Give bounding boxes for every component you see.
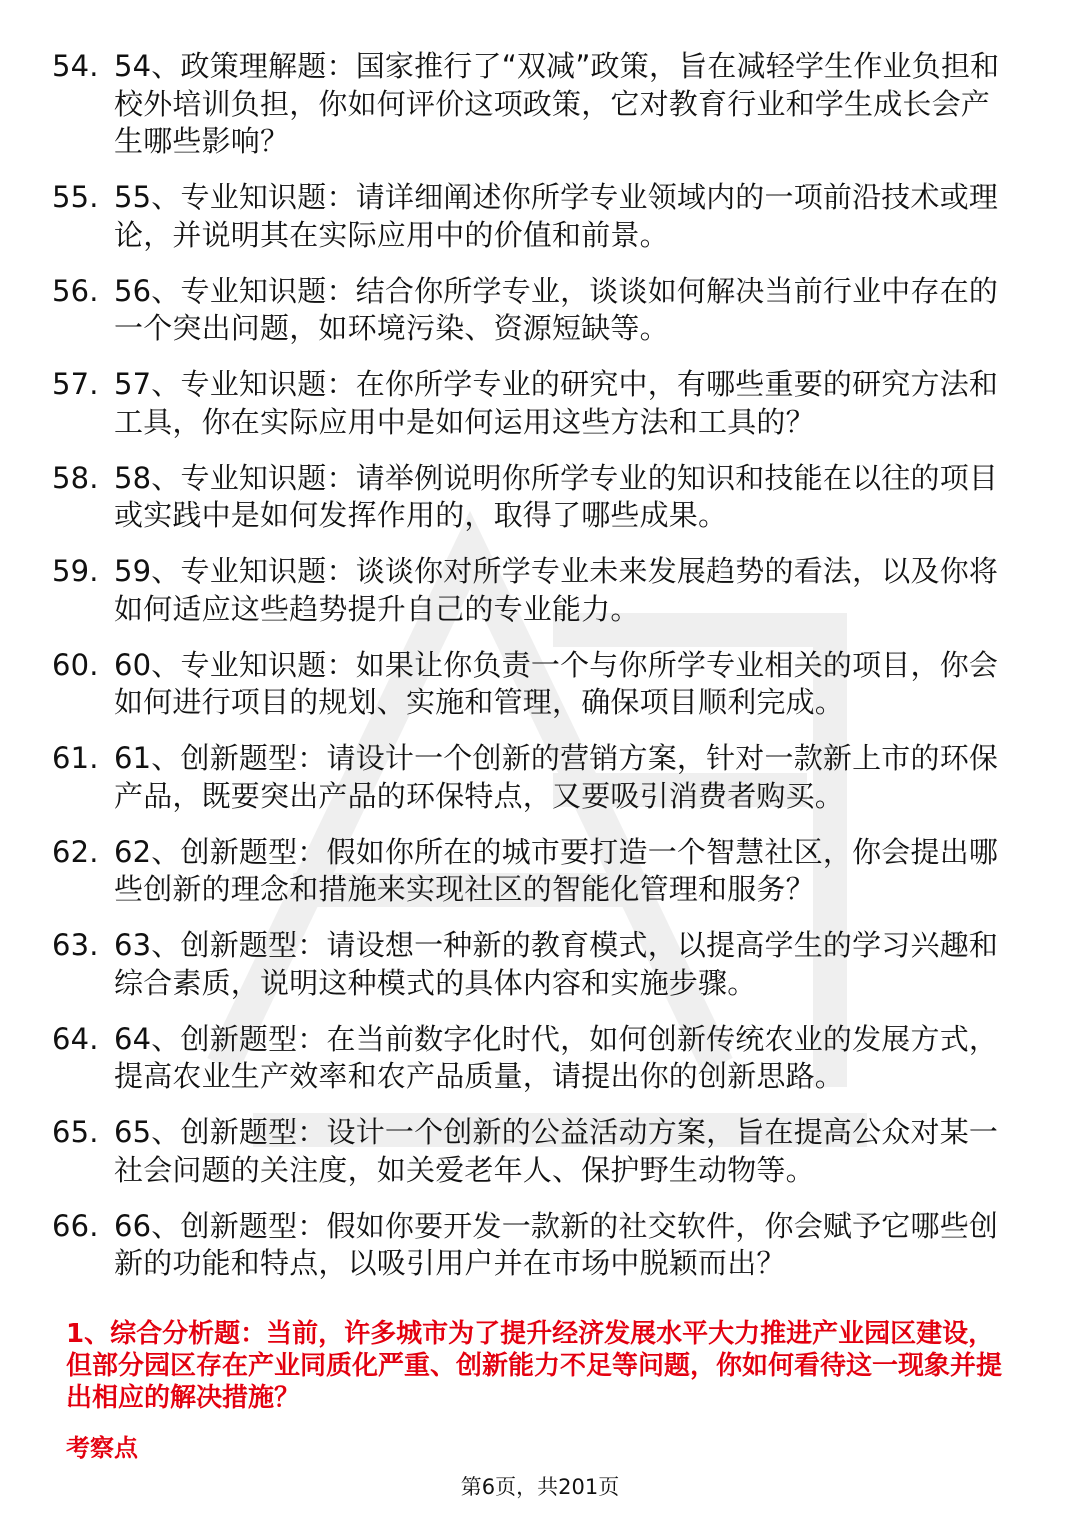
question-text: 54、政策理解题：国家推行了“双减”政策，旨在减轻学生作业负担和校外培训负担，你如何评价这项政策，它对教育行业和学生成长会产生哪些影响？	[114, 49, 1000, 158]
list-item	[52, 179, 1012, 254]
question-number: 62.	[52, 834, 99, 869]
question-number: 66.	[52, 1208, 99, 1243]
list-item	[52, 834, 1012, 909]
question-text: 56、专业知识题：结合你所学专业，谈谈如何解决当前行业中存在的一个突出问题，如环境污染、资源短缺等。	[114, 273, 999, 345]
list-item	[52, 553, 1012, 628]
list-item	[52, 273, 1012, 348]
question-number: 57.	[52, 367, 99, 401]
question-list	[52, 48, 1012, 1301]
question-number: 55.	[52, 180, 99, 214]
question-number: 58.	[52, 460, 99, 495]
list-item	[52, 1021, 1012, 1096]
exam-point-heading: 考察点	[66, 1434, 138, 1462]
list-item	[52, 460, 1012, 535]
question-number: 63.	[52, 928, 99, 962]
question-number: 56.	[52, 273, 99, 308]
question-text: 62、创新题型：假如你所在的城市要打造一个智慧社区，你会提出哪些创新的理念和措施来实现社区的智能化管理和服务？	[114, 834, 999, 906]
question-text: 58、专业知识题：请举例说明你所学专业的知识和技能在以往的项目或实践中是如何发挥作用的，取得了哪些成果。	[114, 460, 999, 532]
question-number: 60.	[52, 647, 99, 682]
list-item	[52, 740, 1012, 815]
question-text: 59、专业知识题：谈谈你对所学专业未来发展趋势的看法，以及你将如何适应这些趋势提升自己的专业能力。	[114, 554, 999, 626]
question-text: 66、创新题型：假如你要开发一款新的社交软件，你会赋予它哪些创新的功能和特点，以吸引用户并在市场中脱颖而出？	[114, 1208, 999, 1280]
question-text: 55、专业知识题：请详细阐述你所学专业领域内的一项前沿技术或理论，并说明其在实际应用中的价值和前景。	[114, 180, 999, 252]
question-text: 61、创新题型：请设计一个创新的营销方案，针对一款新上市的环保产品，既要突出产品的环保特点，又要吸引消费者购买。	[114, 741, 999, 813]
question-text: 57、专业知识题：在你所学专业的研究中，有哪些重要的研究方法和工具，你在实际应用中是如何运用这些方法和工具的？	[114, 367, 999, 439]
page-number: 第6页，共201页	[460, 1475, 620, 1499]
question-text: 64、创新题型：在当前数字化时代，如何创新传统农业的发展方式，提高农业生产效率和农产品质量，请提出你的创新思路。	[114, 1021, 999, 1093]
question-number: 59.	[52, 554, 99, 588]
question-text: 63、创新题型：请设想一种新的教育模式，以提高学生的学习兴趣和综合素质，说明这种模式的具体内容和实施步骤。	[114, 928, 999, 1000]
list-item	[52, 1208, 1012, 1283]
list-item	[52, 366, 1012, 441]
list-item	[52, 48, 1012, 161]
list-item	[52, 1114, 1012, 1189]
list-item	[52, 647, 1012, 722]
question-number: 61.	[52, 741, 99, 775]
list-item	[52, 927, 1012, 1002]
question-number: 65.	[52, 1115, 99, 1149]
question-text: 65、创新题型：设计一个创新的公益活动方案，旨在提高公众对某一社会问题的关注度，如关爱老年人、保护野生动物等。	[114, 1115, 999, 1187]
question-text: 60、专业知识题：如果让你负责一个与你所学专业相关的项目，你会如何进行项目的规划、实施和管理，确保项目顺利完成。	[114, 647, 999, 719]
analysis-question: 1、综合分析题：当前，许多城市为了提升经济发展水平大力推进产业园区建设，但部分园区存在产业同质化严重、创新能力不足等问题，你如何看待这一现象并提出相应的解决措施？	[66, 1319, 1003, 1413]
question-number: 54.	[52, 49, 99, 83]
question-number: 64.	[52, 1021, 99, 1056]
